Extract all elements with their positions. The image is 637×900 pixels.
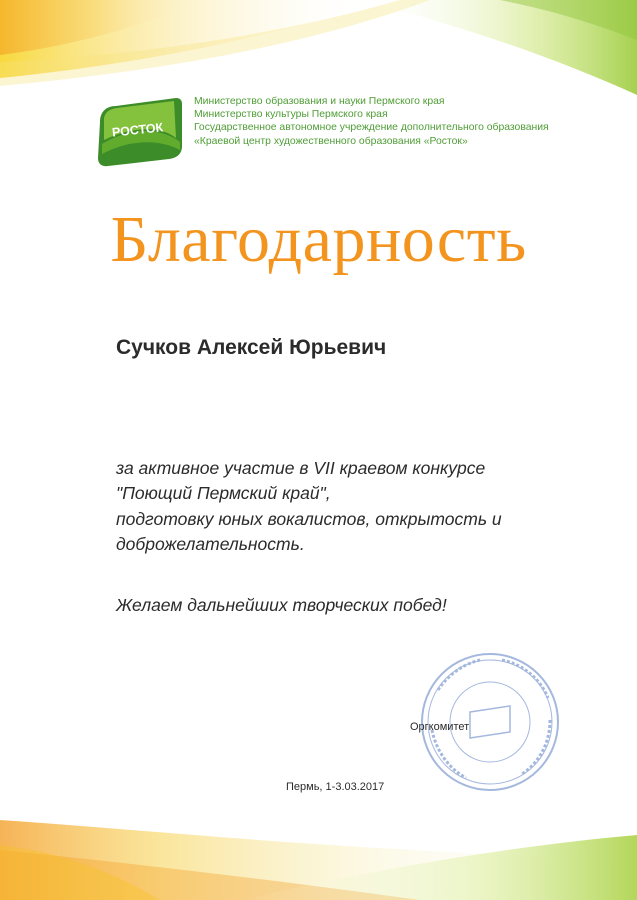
body-line: "Поющий Пермский край", <box>116 483 331 504</box>
organization-block <box>194 95 624 148</box>
body-line: за активное участие в VII краевом конкурсе <box>116 458 486 478</box>
place-date: Пермь, 1-3.03.2017 <box>286 781 385 793</box>
logo-text: РОСТОК <box>111 120 164 140</box>
body-line: доброжелательность. <box>116 533 305 554</box>
certificate-title: Благодарность <box>110 203 527 276</box>
organization-line: Государственное автономное учреждение дополнительного образования <box>194 122 549 134</box>
body-text <box>116 456 586 557</box>
organization-line: «Краевой центр художественного образования «Росток» <box>194 135 468 147</box>
wish-text: Желаем дальнейших творческих побед! <box>116 595 447 615</box>
organization-line: Министерство образования и науки Пермского края <box>194 96 445 107</box>
rostok-logo <box>92 96 184 168</box>
organization-line: Министерство культуры Пермского края <box>194 109 388 121</box>
body-line: подготовку юных вокалистов, открытость и <box>116 508 502 529</box>
recipient-name: Сучков Алексей Юрьевич <box>116 336 387 359</box>
signer-label: Оргкомитет <box>410 721 470 733</box>
